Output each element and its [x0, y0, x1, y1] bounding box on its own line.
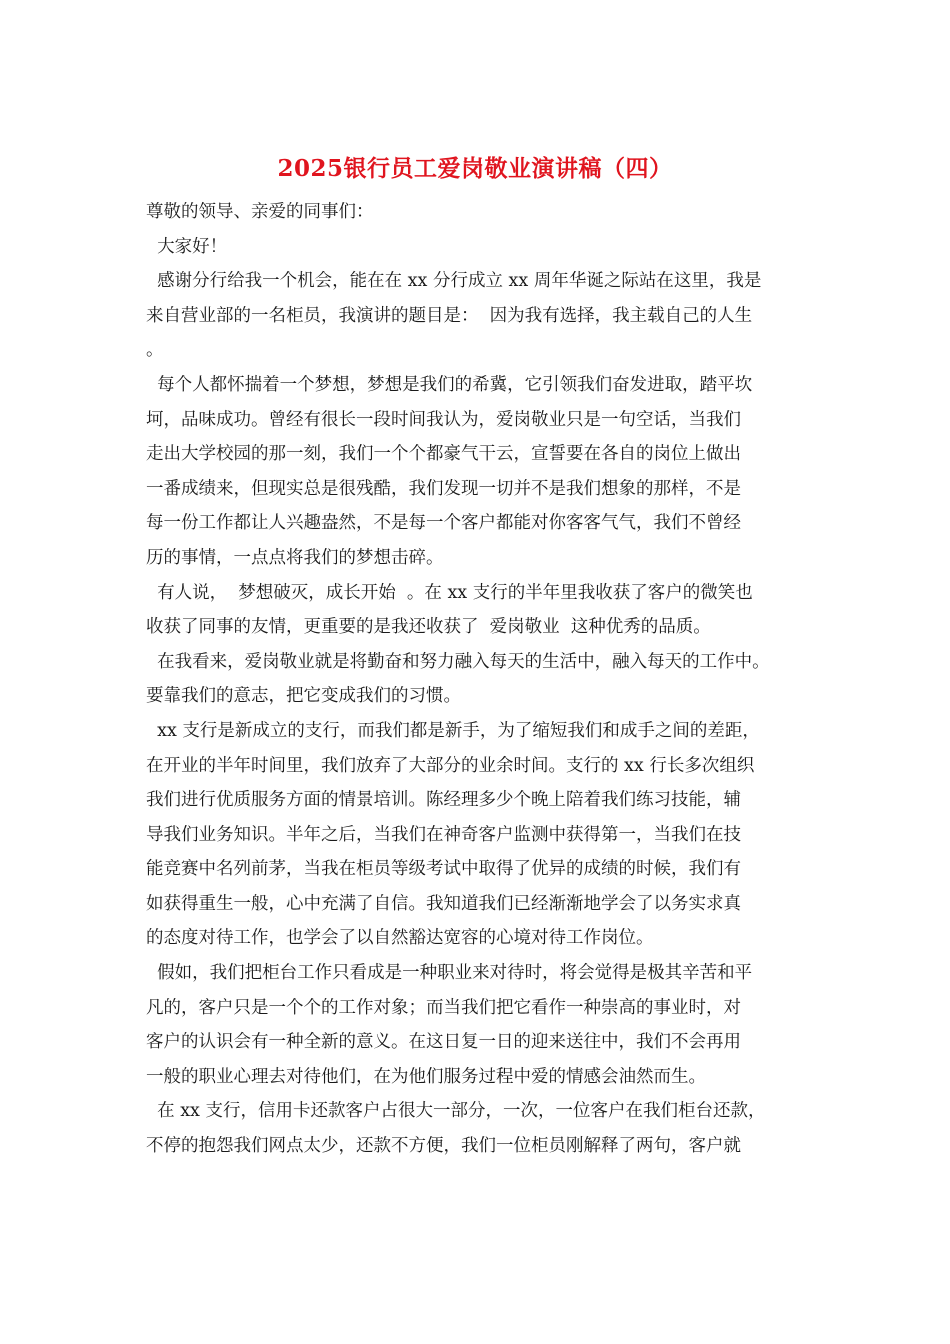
body-line: 感谢分行给我一个机会，能在在 xx 分行成立 xx 周年华诞之际站在这里，我是: [146, 271, 762, 292]
body-line: 如获得重生一般，心中充满了自信。我知道我们已经渐渐地学会了以务实求真: [146, 893, 741, 914]
document-body: [146, 195, 818, 1164]
body-line: 一番成绩来，但现实总是很残酷，我们发现一切并不是我们想象的那样，不是: [146, 478, 741, 499]
body-line: 尊敬的领导、亲爱的同事们：: [146, 202, 374, 222]
body-line: 每一份工作都让人兴趣盎然，不是每一个客户都能对你客客气气，我们不曾经: [146, 513, 741, 534]
body-line: 坷，品味成功。曾经有很长一段时间我认为，爱岗敬业只是一句空话，当我们: [146, 409, 741, 430]
body-line: 一般的职业心理去对待他们，在为他们服务过程中爱的情感会油然而生。: [146, 1066, 706, 1087]
body-line: 在我看来，爱岗敬业就是将勤奋和努力融入每天的生活中，融入每天的工作中。: [146, 651, 770, 672]
body-line: 要靠我们的意志，把它变成我们的习惯。: [146, 686, 461, 707]
body-line: 在 xx 支行，信用卡还款客户占很大一部分，一次，一位客户在我们柜台还款，: [146, 1101, 766, 1122]
body-line: 假如，我们把柜台工作只看成是一种职业来对待时，将会觉得是极其辛苦和平: [146, 963, 753, 984]
document-title: 2025银行员工爱岗敬业演讲稿（四）: [277, 155, 673, 182]
body-line: 凡的，客户只是一个个的工作对象；而当我们把它看作一种崇高的事业时，对: [146, 997, 741, 1018]
body-line: 在开业的半年时间里，我们放弃了大部分的业余时间。支行的 xx 行长多次组织: [146, 755, 755, 776]
body-line: 客户的认识会有一种全新的意义。在这日复一日的迎来送往中，我们不会再用: [146, 1032, 741, 1053]
body-line: 能竞赛中名列前茅，当我在柜员等级考试中取得了优异的成绩的时候，我们有: [146, 859, 741, 880]
body-line: 。: [146, 340, 164, 361]
body-line: 的态度对待工作，也学会了以自然豁达宽容的心境对待工作岗位。: [146, 928, 654, 949]
body-line: 收获了同事的友情，更重要的是我还收获了 爱岗敬业 这种优秀的品质。: [146, 617, 711, 638]
body-line: 每个人都怀揣着一个梦想，梦想是我们的希冀，它引领我们奋发进取，踏平坎: [146, 374, 753, 395]
body-line: xx 支行是新成立的支行，而我们都是新手，为了缩短我们和成手之间的差距，: [146, 720, 760, 741]
body-line: 来自营业部的一名柜员，我演讲的题目是： 因为我有选择，我主载自己的人生: [146, 305, 753, 326]
body-line: 历的事情，一点点将我们的梦想击碎。: [146, 547, 444, 568]
body-line: 我们进行优质服务方面的情景培训。陈经理多少个晚上陪着我们练习技能，辅: [146, 790, 741, 811]
body-line: 大家好！: [146, 236, 228, 257]
body-line: 不停的抱怨我们网点太少，还款不方便，我们一位柜员刚解释了两句，客户就: [146, 1136, 741, 1157]
body-line: 有人说， 梦想破灭，成长开始 。在 xx 支行的半年里我收获了客户的微笑也: [146, 582, 753, 603]
body-line: 导我们业务知识。半年之后，当我们在神奇客户监测中获得第一，当我们在技: [146, 824, 741, 845]
body-line: 走出大学校园的那一刻，我们一个个都豪气干云，宣誓要在各自的岗位上做出: [146, 444, 741, 465]
